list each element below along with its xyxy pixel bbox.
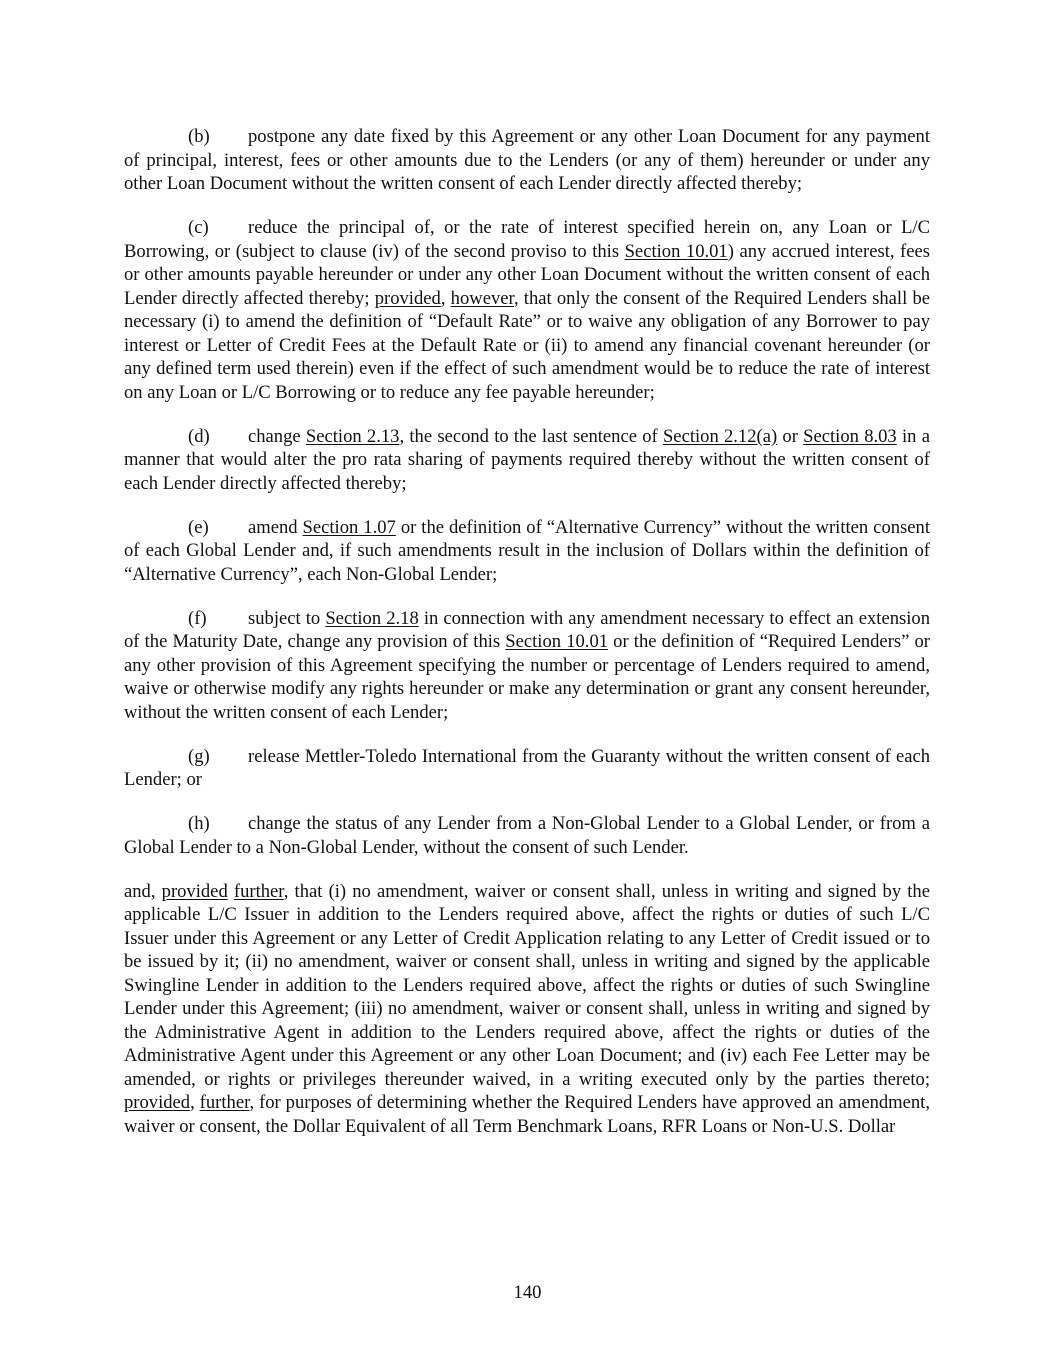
clause-f xyxy=(124,607,930,725)
clause-text: in connection with any amendment necessary to effect an extension of the Maturity Date, change any provision of this xyxy=(124,607,930,652)
section-reference: Section 10.01 xyxy=(624,240,728,262)
closing-text: and, xyxy=(124,880,162,902)
clause-text: amend xyxy=(248,516,303,538)
closing-text: , for purposes of determining whether the Required Lenders have approved an amendment, waiver or consent, the Dollar Equivalent of all Term Benchmark Loans, RFR Loans or Non-U.S. Dollar xyxy=(124,1092,930,1137)
clause-text: change xyxy=(248,425,306,447)
proviso-term: provided xyxy=(374,287,441,309)
clause-text: or xyxy=(777,425,804,447)
clause-label: (b) xyxy=(188,126,210,147)
clause-d xyxy=(124,425,930,496)
clause-label: (g) xyxy=(188,745,210,767)
clause-label: (c) xyxy=(188,217,209,238)
proviso-term: provided xyxy=(124,1092,191,1113)
clause-text: , that only the consent of the Required Lenders shall be necessary (i) to amend the definition of “Default Rate” or to waive any obligation of any Borrower to pay interest or Letter of Credit Fees at the Default Rate or (ii) to amend any financial covenant hereunder (or any defined term used therein) even if the effect of such amendment would be to reduce the rate of interest on any Loan or L/C Borrowing or to reduce any fee payable hereunder; xyxy=(124,287,931,403)
clause-label: (f) xyxy=(188,607,207,629)
section-reference: Section 1.07 xyxy=(302,516,396,538)
clause-label: (h) xyxy=(188,813,210,834)
clause-text: in a manner that would alter the pro rata sharing of payments required thereby without the written consent of each Lender directly affected thereby; xyxy=(124,425,930,494)
clause-c xyxy=(124,216,930,404)
section-reference: Section 2.13 xyxy=(305,425,400,447)
clause-g xyxy=(124,745,930,792)
document-body xyxy=(124,125,930,1159)
closing-text: , that (i) no amendment, waiver or consent shall, unless in writing and signed by the applicable L/C Issuer in addition to the Lenders required above, affect the rights or duties of such L/C Issuer under this Agreement or any Letter of Credit Application relating to any Letter of Credit issued or to be issued by it; (ii) no amendment, waiver or consent shall, unless in writing and signed by the applicable Swingline Lender in addition to the Lenders required above, affect the rights or duties of such Swingline Lender under this Agreement; (iii) no amendment, waiver or consent shall, unless in writing and signed by the Administrative Agent in addition to the Lenders required above, affect the rights or duties of the Administrative Agent under this Agreement or any other Loan Document; and (iv) each Fee Letter may be amended, or rights or privileges thereunder waived, in a writing executed only by the parties thereto; xyxy=(124,880,930,1090)
section-reference: Section 8.03 xyxy=(803,425,897,447)
section-reference: Section 2.18 xyxy=(325,607,419,629)
page-number: 140 xyxy=(513,1282,542,1303)
clause-text: , xyxy=(440,287,451,309)
clause-text: reduce the principal of, or the rate of interest specified herein on, any Loan or L/C Borrowing, or (subject to clause (iv) of the second proviso to this xyxy=(124,217,930,262)
proviso-term: however xyxy=(450,287,514,309)
clause-label: (d) xyxy=(188,425,210,447)
clause-text: release Mettler-Toledo International from the Guaranty without the written consent of each Lender; or xyxy=(124,745,930,790)
clause-text: or the definition of “Alternative Currency” without the written consent of each Global Lender and, if such amendments result in the inclusion of Dollars within the definition of “Alternative Currency”, each Non-Global Lender; xyxy=(124,516,930,585)
clause-label: (e) xyxy=(188,516,209,538)
clause-text: postpone any date fixed by this Agreement or any other Loan Document for any payment of principal, interest, fees or other amounts due to the Lenders (or any of them) hereunder or under any other Loan Document without the written consent of each Lender directly affected thereby; xyxy=(124,126,930,194)
closing-paragraph xyxy=(124,880,930,1139)
clause-text: ) any accrued interest, fees or other amounts payable hereunder or under any other Loan Document without the written consent of each Lender directly affected thereby; xyxy=(124,240,930,309)
clause-b xyxy=(124,125,930,196)
proviso-term: further xyxy=(199,1092,250,1113)
clause-h xyxy=(124,812,930,859)
clause-text: or the definition of “Required Lenders” or any other provision of this Agreement specifying the number or percentage of Lenders required to amend, waive or otherwise modify any rights hereunder or make any determination or grant any consent hereunder, without the written consent of each Lender; xyxy=(124,631,930,723)
closing-text: , xyxy=(190,1092,200,1113)
clause-text: subject to xyxy=(248,607,326,629)
clause-text: change the status of any Lender from a Non-Global Lender to a Global Lender, or from a Global Lender to a Non-Global Lender, without the consent of such Lender. xyxy=(124,813,930,858)
proviso-term: further xyxy=(233,880,284,902)
clause-e xyxy=(124,516,930,587)
proviso-term: provided xyxy=(161,880,228,902)
section-reference: Section 2.12(a) xyxy=(662,425,778,447)
clause-text: , the second to the last sentence of xyxy=(399,425,663,447)
section-reference: Section 10.01 xyxy=(505,631,609,652)
